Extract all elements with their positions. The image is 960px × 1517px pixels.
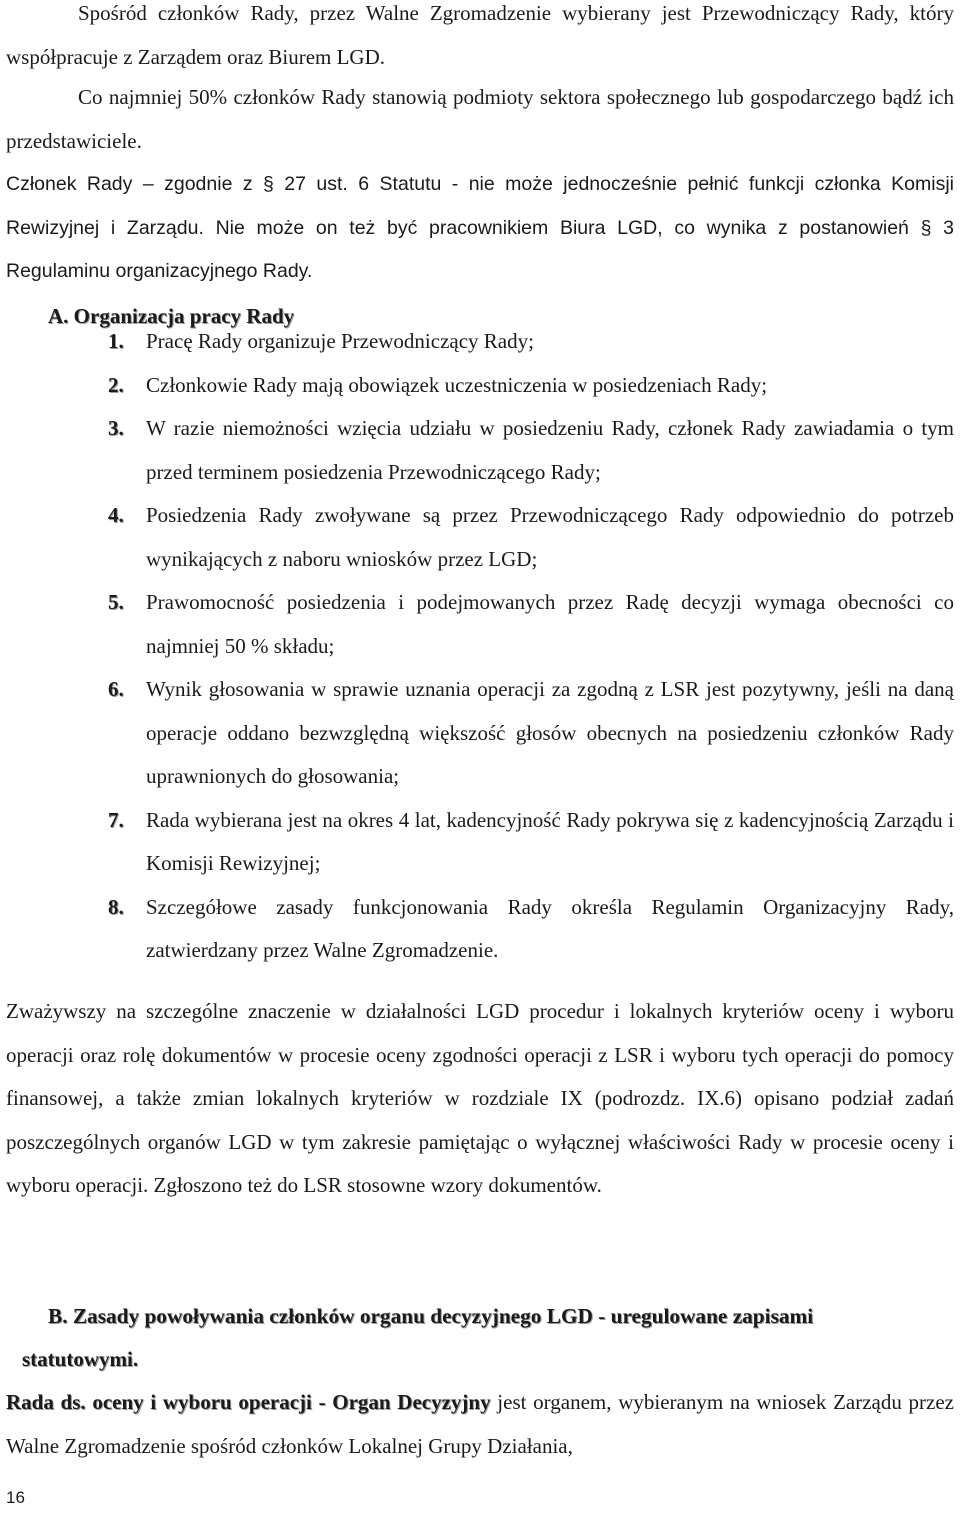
paragraph-sector-share: Co najmniej 50% członków Rady stanowią podmioty sektora społecznego lub gospodarczego bądź ich przedstawiciele.: [6, 85, 954, 153]
section-b-title-line1: B. Zasady powoływania członków organu decyzyjnego LGD - uregulowane zapisami: [48, 1304, 814, 1328]
list-item: [108, 886, 954, 973]
paragraph-rada-chairman: Spośród członków Rady, przez Walne Zgromadzenie wybierany jest Przewodniczący Rady, który współpracuje z Zarządem oraz Biurem LGD.: [6, 1, 954, 69]
list-item: [108, 799, 954, 886]
list-item-number: 8.: [108, 894, 124, 919]
list-item-number: 6.: [108, 677, 124, 701]
list-item-number: 7.: [108, 807, 124, 832]
list-item-text: Rada wybierana jest na okres 4 lat, kadencyjność Rady pokrywa się z kadencyjnością Zarządu i Komisji Rewizyjnej;: [146, 807, 954, 875]
list-item-text: W razie niemożności wzięcia udziału w posiedzeniu Rady, członek Rady zawiadamia o tym przed terminem posiedzenia Przewodniczącego Rady;: [146, 416, 954, 484]
section-a-title: A. Organizacja pracy Rady: [48, 304, 295, 328]
list-item-number: 5.: [108, 590, 124, 614]
list-item: [108, 581, 954, 668]
list-item: [108, 364, 954, 408]
list-item-number: 1.: [108, 329, 124, 353]
list-item-text: Szczegółowe zasady funkcjonowania Rady określa Regulamin Organizacyjny Rady, zatwierdzany przez Walne Zgromadzenie.: [146, 894, 954, 962]
section-b-title-line2: statutowymi.: [22, 1347, 139, 1371]
rada-bold-lead: Rada ds. oceny i wyboru operacji - Organ Decyzyjny: [6, 1390, 491, 1414]
section-a-list: [0, 320, 960, 973]
list-item-number: 4.: [108, 503, 124, 527]
list-item-text: Wynik głosowania w sprawie uznania operacji za zgodną z LSR jest pozytywny, jeśli na daną operacje oddano bezwzględną większość głosów obecnych na posiedzeniu członków Rady uprawnionych do głosowania;: [146, 677, 954, 788]
paragraph-procedures: Zważywszy na szczególne znaczenie w działalności LGD procedur i lokalnych kryteriów oceny i wyboru operacji oraz rolę dokumentów w procesie oceny zgodności operacji z LSR i wyboru tych operacji do pomocy finansowej, a także zmian lokalnych kryteriów w rozdziale IX (podrozdz. IX.6) opisano podział zadań poszczególnych organów LGD w tym zakresie pamiętając o wyłącznej właściwości Rady w procesie oceny i wyboru operacji. Zgłoszono też do LSR stosowne wzory dokumentów.: [6, 999, 954, 1197]
list-item: [108, 320, 954, 364]
rada-definition-text: jest organem, wybieranym na wniosek Zarządu przez Walne Zgromadzenie spośród członków Lokalnej Grupy Działania,: [6, 1390, 954, 1458]
list-item-text: Prawomocność posiedzenia i podejmowanych przez Radę decyzji wymaga obecności co najmniej 50 % składu;: [146, 590, 954, 658]
page-number: 16: [6, 1488, 25, 1507]
list-item-text: Posiedzenia Rady zwoływane są przez Przewodniczącego Rady odpowiednio do potrzeb wynikających z naboru wniosków przez LGD;: [146, 503, 954, 571]
list-item: [108, 668, 954, 799]
list-item-number: 3.: [108, 416, 124, 440]
paragraph-member-restrictions: Członek Rady – zgodnie z § 27 ust. 6 Statutu - nie może jednocześnie pełnić funkcji członka Komisji Rewizyjnej i Zarządu. Nie może on też być pracownikiem Biura LGD, co wynika z postanowień § 3 Regulaminu organizacyjnego Rady.: [6, 173, 954, 282]
list-item-text: Członkowie Rady mają obowiązek uczestniczenia w posiedzeniach Rady;: [146, 372, 768, 397]
list-item: [108, 494, 954, 581]
list-item: [108, 407, 954, 494]
list-item-number: 2.: [108, 372, 124, 397]
paragraph-rada-definition: [6, 1381, 954, 1468]
list-item-text: Pracę Rady organizuje Przewodniczący Rady;: [146, 329, 534, 353]
